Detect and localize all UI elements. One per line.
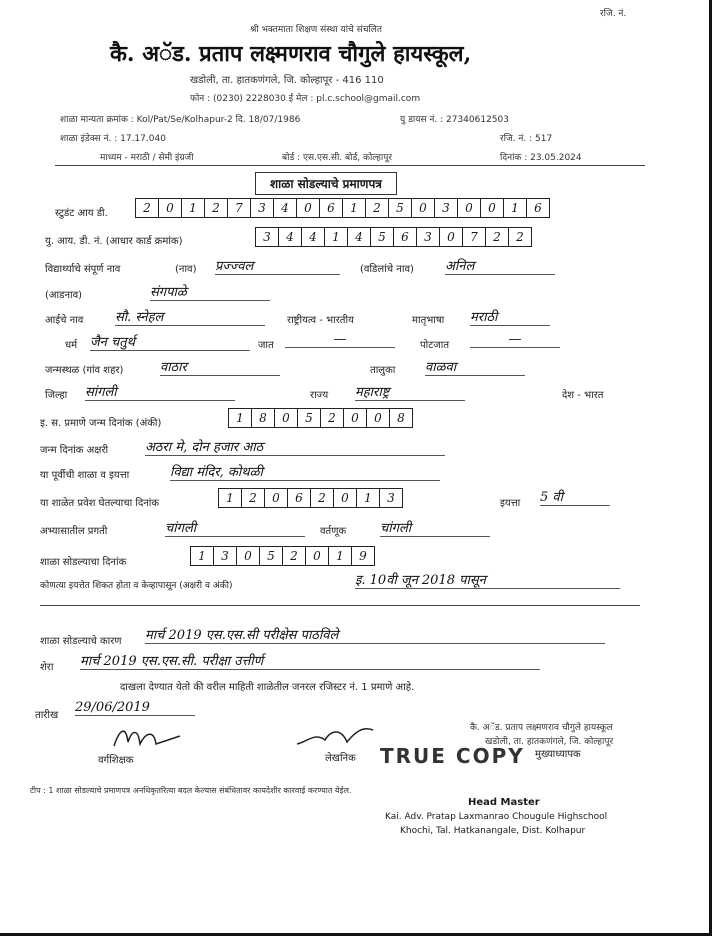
conduct-value: चांगली xyxy=(380,518,490,537)
digit-box: 6 xyxy=(394,228,417,246)
stamp-title: Head Master xyxy=(468,797,540,808)
digit-box: 1 xyxy=(343,199,366,217)
true-copy-stamp: TRUE COPY xyxy=(380,744,525,768)
digit-box: 3 xyxy=(417,228,440,246)
father-value: अनिल xyxy=(445,256,555,275)
prev-school-value: विद्या मंदिर, कोथळी xyxy=(170,462,440,481)
class-teacher-label: वर्गशिक्षक xyxy=(98,755,134,766)
dob-label: इ. स. प्रमाणे जन्म दिनांक (अंकी) xyxy=(40,418,162,429)
digit-box: 8 xyxy=(252,409,275,427)
principal-school: कै. अॅड. प्रताप लक्ष्मणराव चौगुले हायस्कूल xyxy=(470,723,613,733)
certificate-title: शाळा सोडल्याचे प्रमाणपत्र xyxy=(255,172,397,195)
digit-box: 9 xyxy=(359,549,367,563)
subcaste-value: — xyxy=(470,332,560,348)
footnote: टीप : 1 शाळा सोडल्याचे प्रमाणपत्र अनधिकृतरित्या बदल केल्यास संबंधितावर कायदेशीर कारवाई करण्यात येईल. xyxy=(30,786,352,795)
admission-boxes xyxy=(218,488,403,508)
dob-words-label: जन्म दिनांक अक्षरी xyxy=(40,445,109,456)
dob-boxes xyxy=(228,408,413,428)
digit-box: 2 xyxy=(366,199,389,217)
mother-tongue-value: मराठी xyxy=(470,307,550,326)
digit-box: 3 xyxy=(387,491,395,505)
studying-label: कोणत्या इयत्तेत शिकत होता व केव्हापासून (अक्षरी व अंकी) xyxy=(40,581,233,591)
name-sub-label: (नाव) xyxy=(175,264,197,275)
prev-school-label: या पूर्वीची शाळा व इयत्ता xyxy=(40,470,130,481)
std-label: इयत्ता xyxy=(500,498,521,509)
digit-box: 0 xyxy=(265,489,288,507)
digit-box: 5 xyxy=(389,199,412,217)
school-name: कै. अॅड. प्रताप लक्ष्मणराव चौगुले हायस्कूल, xyxy=(110,41,472,67)
certification-text: दाखला देण्यात येतो की वरील माहिती शाळेतील जनरल रजिस्टर नं. 1 प्रमाणे आहे. xyxy=(120,682,415,693)
footer-date-label: तारीख xyxy=(35,710,59,721)
progress-label: अभ्यासातील प्रगती xyxy=(40,526,108,537)
subcaste-label: पोटजात xyxy=(420,340,450,351)
dob-words-value: अठरा मे, दोन हजार आठ xyxy=(145,437,445,456)
digit-box: 0 xyxy=(306,547,329,565)
digit-box: 0 xyxy=(367,409,390,427)
digit-box: 4 xyxy=(348,228,371,246)
birthplace-label: जन्मस्थळ (गांव शहर) xyxy=(45,365,124,376)
father-label: (वडिलांचे नाव) xyxy=(360,264,414,275)
surname-value: संगपाळे xyxy=(150,282,270,301)
leaving-date-boxes xyxy=(190,546,375,566)
regd-no: रजि. नं. : 517 xyxy=(500,134,553,144)
school-contact: फोन : (0230) 2228030 ई मेल : pl.c.school@gmail.com xyxy=(190,94,421,104)
digit-box: 3 xyxy=(256,228,279,246)
class-teacher-signature xyxy=(110,722,185,752)
digit-box: 2 xyxy=(283,547,306,565)
progress-value: चांगली xyxy=(165,518,305,537)
aadhar-boxes xyxy=(255,227,532,247)
digit-box: 2 xyxy=(321,409,344,427)
writer-signature xyxy=(295,722,375,752)
digit-box: 1 xyxy=(504,199,527,217)
student-id-boxes xyxy=(135,198,550,218)
org-line: श्री भक्तमाता शिक्षण संस्था यांचे संचलित xyxy=(250,25,382,35)
digit-box: 0 xyxy=(237,547,260,565)
birthplace-value: वाठार xyxy=(160,357,280,376)
digit-box: 2 xyxy=(486,228,509,246)
digit-box: 5 xyxy=(371,228,394,246)
digit-box: 1 xyxy=(329,547,352,565)
medium: माध्यम - मराठी / सेमी इंग्रजी xyxy=(100,153,194,163)
studying-value: इ. 10वी जून 2018 पासून xyxy=(355,570,620,589)
digit-box: 1 xyxy=(219,489,242,507)
approval-no: शाळा मान्यता क्रमांक : Kol/Pat/Se/Kolhapur-2 दि. 18/07/1986 xyxy=(60,115,301,125)
remarks-value: मार्च 2019 एस.एस.सी. परीक्षा उत्तीर्ण xyxy=(80,651,540,670)
state-value: महाराष्ट्र xyxy=(355,382,465,401)
stamp-address: Khochi, Tal. Hatkanangale, Dist. Kolhapur xyxy=(400,826,586,836)
admission-label: या शाळेत प्रवेश घेतल्याचा दिनांक xyxy=(40,498,160,509)
reason-label: शाळा सोडल्याचे कारण xyxy=(40,636,122,647)
principal-label: मुख्याध्यापक xyxy=(535,749,581,760)
caste-value: — xyxy=(285,332,395,348)
state-label: राज्य xyxy=(310,390,329,401)
corner-note: रजि. नं. xyxy=(600,9,627,19)
taluka-label: तालुका xyxy=(370,365,396,376)
digit-box: 4 xyxy=(279,228,302,246)
country-label: देश - भारत xyxy=(562,390,604,401)
digit-box: 8 xyxy=(397,411,405,425)
digit-box: 2 xyxy=(136,199,159,217)
digit-box: 0 xyxy=(275,409,298,427)
udise-no: यु डायस नं. : 27340612503 xyxy=(400,115,509,125)
leaving-date-label: शाळा सोडल्याचा दिनांक xyxy=(40,557,127,568)
mother-value: सौ. स्नेहल xyxy=(115,307,265,326)
digit-box: 7 xyxy=(228,199,251,217)
digit-box: 2 xyxy=(311,489,334,507)
board: बोर्ड : एस.एस.सी. बोर्ड, कोल्हापूर xyxy=(282,153,393,163)
district-label: जिल्हा xyxy=(45,390,68,401)
index-no: शाळा इंडेक्स नं. : 17.17.040 xyxy=(60,134,166,144)
digit-box: 0 xyxy=(159,199,182,217)
digit-box: 0 xyxy=(481,199,504,217)
digit-box: 2 xyxy=(242,489,265,507)
digit-box: 6 xyxy=(288,489,311,507)
digit-box: 1 xyxy=(229,409,252,427)
digit-box: 3 xyxy=(214,547,237,565)
digit-box: 6 xyxy=(320,199,343,217)
religion-label: धर्म xyxy=(65,340,78,351)
nationality-label: राष्ट्रीयत्व - भारतीय xyxy=(287,315,354,326)
digit-box: 2 xyxy=(205,199,228,217)
district-value: सांगली xyxy=(85,382,235,401)
digit-box: 1 xyxy=(357,489,380,507)
remarks-label: शेरा xyxy=(40,662,54,673)
principal-address: खडोली, ता. हातकणंगले, जि. कोल्हापूर xyxy=(485,737,614,747)
digit-box: 5 xyxy=(298,409,321,427)
name-value: प्रज्ज्वल xyxy=(215,256,340,275)
std-value: 5 वी xyxy=(540,487,610,506)
conduct-label: वर्तणूक xyxy=(320,526,347,537)
digit-box: 0 xyxy=(412,199,435,217)
digit-box: 1 xyxy=(325,228,348,246)
taluka-value: वाळवा xyxy=(425,357,525,376)
digit-box: 0 xyxy=(297,199,320,217)
digit-box: 6 xyxy=(534,201,542,215)
stamp-school: Kai. Adv. Pratap Laxmanrao Chougule Highschool xyxy=(385,812,608,822)
digit-box: 0 xyxy=(344,409,367,427)
digit-box: 0 xyxy=(440,228,463,246)
header-date: दिनांक : 23.05.2024 xyxy=(500,153,582,163)
digit-box: 3 xyxy=(435,199,458,217)
footer-date-value: 29/06/2019 xyxy=(75,700,195,716)
mother-tongue-label: मातृभाषा xyxy=(412,315,445,326)
digit-box: 2 xyxy=(516,230,524,244)
student-id-label: स्टुडंट आय डी. xyxy=(55,208,108,219)
school-address: खडोली, ता. हातकणंगले, जि. कोल्हापूर - 416 110 xyxy=(190,75,384,86)
digit-box: 4 xyxy=(302,228,325,246)
digit-box: 5 xyxy=(260,547,283,565)
caste-label: जात xyxy=(258,340,274,351)
digit-box: 0 xyxy=(458,199,481,217)
surname-label: (आडनाव) xyxy=(45,290,83,301)
digit-box: 1 xyxy=(191,547,214,565)
digit-box: 3 xyxy=(251,199,274,217)
mother-label: आईचे नाव xyxy=(45,315,84,326)
digit-box: 1 xyxy=(182,199,205,217)
reason-value: मार्च 2019 एस.एस.सी परीक्षेस पाठविले xyxy=(145,625,605,644)
name-label: विद्यार्थ्याचे संपूर्ण नाव xyxy=(45,264,121,275)
digit-box: 0 xyxy=(334,489,357,507)
digit-box: 7 xyxy=(463,228,486,246)
digit-box: 4 xyxy=(274,199,297,217)
writer-label: लेखनिक xyxy=(325,753,356,764)
religion-value: जैन चतुर्थ xyxy=(90,332,250,351)
aadhar-label: यु. आय. डी. नं. (आधार कार्ड क्रमांक) xyxy=(45,236,183,247)
